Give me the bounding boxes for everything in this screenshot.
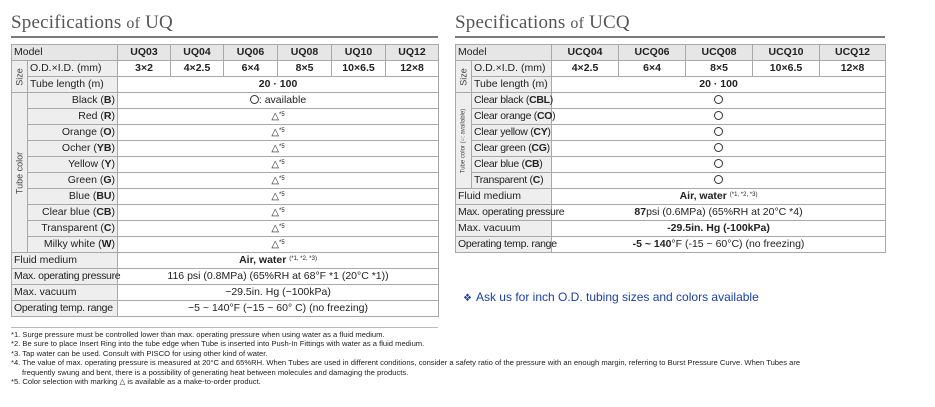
uq-color-name: Blue (BU)	[28, 189, 118, 205]
ucq-model-col: UCQ08	[686, 45, 753, 61]
uq-fluid-row	[12, 253, 439, 269]
ucq-color-name: Transparent (C)	[472, 173, 552, 189]
uq-od-value: 8×5	[278, 61, 332, 77]
available-circle-icon	[714, 111, 723, 120]
inch-sizes-note	[463, 290, 759, 304]
available-circle-icon	[714, 159, 723, 168]
uq-color-row	[12, 221, 439, 237]
uq-size-label: Size	[14, 67, 24, 86]
uq-od-row	[12, 61, 439, 77]
ucq-model-col: UCQ06	[619, 45, 686, 61]
available-circle-icon	[714, 95, 723, 104]
ucq-title-rule	[455, 36, 885, 38]
uq-color-name: Clear blue (CB)	[28, 205, 118, 221]
uq-color-row	[12, 157, 439, 173]
uq-color-availability: △$^{*5}$	[118, 157, 439, 173]
uq-vacuum-label: Max. vacuum	[12, 285, 118, 301]
uq-color-name: Red (R)	[28, 109, 118, 125]
make-to-order-triangle-icon: △	[271, 239, 280, 250]
uq-color-row	[12, 93, 439, 109]
ucq-model-header: Model	[456, 45, 552, 61]
uq-title-rule	[11, 36, 438, 38]
available-circle-icon	[714, 175, 723, 184]
ucq-color-row	[456, 93, 886, 109]
ucq-model-col: UCQ04	[552, 45, 619, 61]
footnote: *5. Color selection with marking △ is available as a make-to-order product.	[11, 377, 261, 387]
uq-color-group	[12, 93, 28, 253]
ucq-od-value: 8×5	[686, 61, 753, 77]
uq-pressure-label: Max. operating pressure	[12, 269, 118, 285]
uq-color-name: Transparent (C)	[28, 221, 118, 237]
ucq-size-group	[456, 61, 472, 93]
uq-od-value: 3×2	[118, 61, 171, 77]
uq-color-name: Yellow (Y)	[28, 157, 118, 173]
ucq-color-group	[456, 93, 472, 189]
ucq-length-value: 20 · 100	[552, 77, 886, 93]
ucq-vacuum-row	[456, 221, 886, 237]
ucq-model-col: UCQ12	[820, 45, 886, 61]
diamond-bullet-icon: ❖	[463, 293, 472, 304]
uq-color-row	[12, 205, 439, 221]
uq-model-col: UQ10	[332, 45, 386, 61]
uq-color-row	[12, 173, 439, 189]
uq-od-value: 10×6.5	[332, 61, 386, 77]
ucq-title-main: Specifications	[455, 12, 566, 33]
uq-od-value: 12×8	[386, 61, 439, 77]
ucq-title	[455, 12, 630, 34]
ucq-vacuum-label: Max. vacuum	[456, 221, 552, 237]
uq-color-row	[12, 237, 439, 253]
uq-temp-label: Operating temp. range	[12, 301, 118, 317]
ucq-od-value: 12×8	[820, 61, 886, 77]
uq-pressure-row	[12, 269, 439, 285]
uq-title	[11, 12, 173, 34]
make-to-order-triangle-icon: △	[271, 191, 280, 202]
ucq-temp-label: Operating temp. range	[456, 237, 552, 253]
ucq-od-value: 6×4	[619, 61, 686, 77]
ucq-color-row	[456, 109, 886, 125]
uq-title-of: of	[126, 15, 141, 32]
uq-model-col: UQ08	[278, 45, 332, 61]
available-circle-icon	[714, 127, 723, 136]
ucq-pressure-value: 87psi (0.6MPa) (65%RH at 20°C *4)	[552, 205, 886, 221]
uq-od-label: O.D.×I.D. (mm)	[28, 61, 118, 77]
uq-color-availability: △$^{*5}$	[118, 125, 439, 141]
uq-length-label: Tube length (m)	[28, 77, 118, 93]
ucq-length-label: Tube length (m)	[472, 77, 552, 93]
uq-color-availability: △$^{*5}$	[118, 237, 439, 253]
uq-color-row	[12, 125, 439, 141]
make-to-order-triangle-icon: △	[271, 127, 280, 138]
ucq-temp-row	[456, 237, 886, 253]
uq-color-availability: △$^{*5}$	[118, 141, 439, 157]
uq-model-col: UQ06	[224, 45, 278, 61]
uq-model-col: UQ04	[171, 45, 224, 61]
uq-color-availability: △$^{*5}$	[118, 205, 439, 221]
ucq-temp-value: -5 ~ 140°F (-15 ~ 60°C) (no freezing)	[552, 237, 886, 253]
uq-length-row	[12, 77, 439, 93]
ucq-color-availability	[552, 173, 886, 189]
uq-color-name: Green (G)	[28, 173, 118, 189]
footnote-continuation: frequently swung and bent, there is a possibility of generating heat between molecules and damaging the products.	[22, 367, 409, 377]
uq-pressure-value: 116 psi (0.8MPa) (65%RH at 68°F *1 (20°C *1))	[118, 269, 439, 285]
uq-od-value: 4×2.5	[171, 61, 224, 77]
uq-color-row	[12, 189, 439, 205]
available-circle-icon	[714, 143, 723, 152]
ucq-title-series: UCQ	[589, 12, 630, 33]
uq-vacuum-value: −29.5in. Hg (−100kPa)	[118, 285, 439, 301]
ucq-color-row	[456, 125, 886, 141]
make-to-order-triangle-icon: △	[271, 223, 280, 234]
uq-fluid-label: Fluid medium	[12, 253, 118, 269]
footnote: *1. Surge pressure must be controlled lower than max. operating pressure when using water as a fluid medium.	[11, 330, 385, 339]
ucq-color-name: Clear green (CG)	[472, 141, 552, 157]
uq-length-value: 20 · 100	[118, 77, 439, 93]
ucq-size-label: Size	[458, 67, 468, 86]
make-to-order-triangle-icon: △	[271, 175, 280, 186]
ucq-fluid-row	[456, 189, 886, 205]
make-to-order-triangle-icon: △	[271, 111, 280, 122]
uq-color-name: Ocher (YB)	[28, 141, 118, 157]
uq-model-col: UQ12	[386, 45, 439, 61]
ucq-header-row	[456, 45, 886, 61]
uq-color-name: Milky white (W)	[28, 237, 118, 253]
make-to-order-triangle-icon: △	[271, 143, 280, 154]
uq-color-group-label: Tube color	[14, 151, 24, 194]
uq-model-col: UQ03	[118, 45, 171, 61]
uq-title-main: Specifications	[11, 12, 122, 33]
uq-header-row	[12, 45, 439, 61]
ucq-color-group-label: Tube color (○: available)	[460, 108, 466, 173]
ucq-spec-table	[455, 44, 886, 253]
uq-model-header: Model	[12, 45, 118, 61]
uq-color-name: Orange (O)	[28, 125, 118, 141]
uq-color-availability: △$^{*5}$	[118, 221, 439, 237]
ucq-pressure-label: Max. operating pressure	[456, 205, 552, 221]
uq-spec-table	[11, 44, 439, 317]
uq-color-row	[12, 109, 439, 125]
ucq-color-row	[456, 173, 886, 189]
ucq-color-availability	[552, 125, 886, 141]
inch-sizes-text: Ask us for inch O.D. tubing sizes and colors available	[475, 290, 759, 304]
ucq-color-row	[456, 141, 886, 157]
ucq-fluid-value: Air, water $^{(*1, *2, *3)}$	[552, 189, 886, 205]
uq-color-availability: △$^{*5}$	[118, 189, 439, 205]
uq-title-series: UQ	[145, 12, 173, 33]
ucq-fluid-label: Fluid medium	[456, 189, 552, 205]
uq-color-availability: △$^{*5}$	[118, 109, 439, 125]
make-to-order-triangle-icon: △	[271, 159, 280, 170]
uq-fluid-value: Air, water $^{(*1, *2, *3)}$	[118, 253, 439, 269]
uq-temp-value: −5 ~ 140°F (−15 ~ 60° C) (no freezing)	[118, 301, 439, 317]
uq-size-group	[12, 61, 28, 93]
ucq-vacuum-value: -29.5in. Hg (-100kPa)	[552, 221, 886, 237]
ucq-color-availability	[552, 93, 886, 109]
ucq-color-name: Clear black (CBL)	[472, 93, 552, 109]
footnotes	[11, 330, 911, 386]
ucq-od-row	[456, 61, 886, 77]
footnote: *3. Tap water can be used. Consult with PISCO for using other kind of water.	[11, 348, 268, 358]
ucq-pressure-row	[456, 205, 886, 221]
ucq-title-of: of	[570, 15, 585, 32]
footnote: *4. The value of max. operating pressure is measured at 20°C and 65%RH. When Tubes are used in different conditions, consider a safety ratio of the pressure with an enough margin, referring to Burst Pressure Curve. When Tubes are	[11, 358, 801, 368]
ucq-length-row	[456, 77, 886, 93]
ucq-color-name: Clear yellow (CY)	[472, 125, 552, 141]
ucq-od-value: 4×2.5	[552, 61, 619, 77]
ucq-color-availability	[552, 141, 886, 157]
ucq-color-availability	[552, 157, 886, 173]
make-to-order-triangle-icon: △	[271, 207, 280, 218]
ucq-color-name: Clear blue (CB)	[472, 157, 552, 173]
ucq-od-value: 10×6.5	[753, 61, 820, 77]
uq-od-value: 6×4	[224, 61, 278, 77]
uq-color-name: Black (B)	[28, 93, 118, 109]
uq-color-availability: △$^{*5}$	[118, 173, 439, 189]
footnote: *2. Be sure to place Insert Ring into the tube edge when Tube is inserted into Push-In Fittings with water as a fluid medium.	[11, 339, 425, 349]
ucq-color-row	[456, 157, 886, 173]
ucq-color-name: Clear orange (CO)	[472, 109, 552, 125]
uq-color-availability: : available	[118, 93, 439, 109]
ucq-model-col: UCQ10	[753, 45, 820, 61]
uq-vacuum-row	[12, 285, 439, 301]
ucq-od-label: O.D.×I.D. (mm)	[472, 61, 552, 77]
available-circle-icon	[250, 95, 259, 104]
uq-color-row	[12, 141, 439, 157]
ucq-color-availability	[552, 109, 886, 125]
uq-temp-row	[12, 301, 439, 317]
notes-divider	[11, 327, 438, 328]
